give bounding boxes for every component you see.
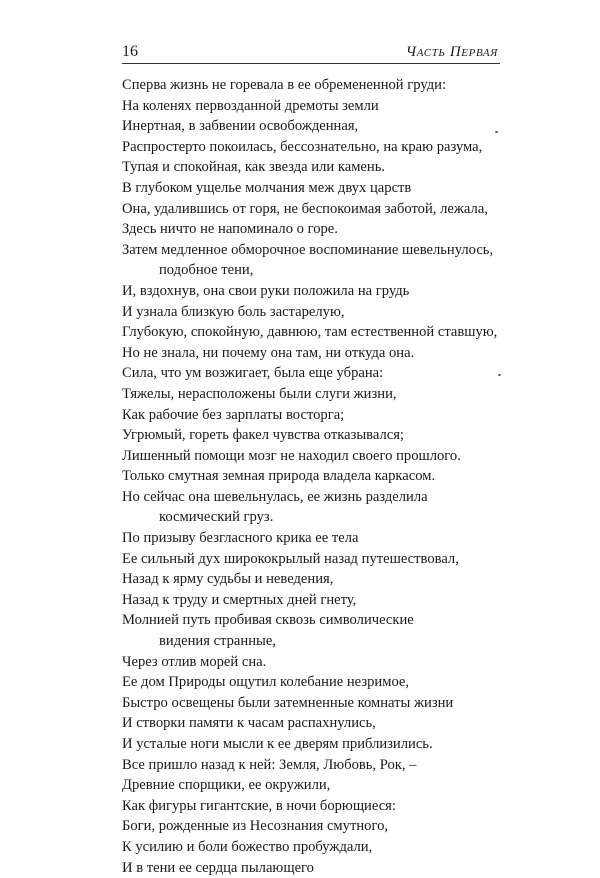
poem-line: Быстро освещены были затемненные комнаты жизни <box>122 694 454 711</box>
poem-line: Назад к ярму судьбы и неведения, <box>122 571 334 588</box>
poem-line: подобное тени, <box>159 262 254 279</box>
poem-line: По призыву безгласного крика ее тела <box>122 530 359 547</box>
poem-line: видения странные, <box>159 633 276 650</box>
poem-line: Она, удалившись от горя, не беспокоимая заботой, лежала, <box>122 200 488 217</box>
poem-line: Распростерто покоилась, бессознательно, на краю разума, <box>122 138 483 155</box>
poem-line: Здесь ничто не напоминало о горе. <box>122 221 338 238</box>
poem-line: Тяжелы, нерасположены были слуги жизни, <box>122 385 397 402</box>
poem-line: Но не знала, ни почему она там, ни откуда она. <box>122 344 415 361</box>
poem-line: Как фигуры гигантские, в ночи борющиеся: <box>122 797 396 814</box>
header-rule <box>122 63 500 64</box>
poem-line: К усилию и боли божество пробуждали, <box>122 838 373 855</box>
poem-text <box>122 75 502 878</box>
poem-line: Затем медленное обморочное воспоминание шевельнулось, <box>122 241 494 258</box>
page-number: 16 <box>122 43 138 60</box>
poem-line: Угрюмый, гореть факел чувства отказывался; <box>122 427 404 444</box>
poem-line: И в тени ее сердца пылающего <box>122 859 314 876</box>
page-header <box>122 40 500 64</box>
poem-line: Боги, рожденные из Несознания смутного, <box>122 818 389 835</box>
poem-line: Как рабочие без зарплаты восторга; <box>122 406 345 423</box>
poem-line: Назад к труду и смертных дней гнету, <box>122 591 357 608</box>
poem-line: И узнала близкую боль застарелую, <box>122 303 345 320</box>
poem-line: космический груз. <box>159 509 274 526</box>
poem-line: Ее дом Природы ощутил колебание незримое, <box>122 674 410 691</box>
poem-line: Молнией путь пробивая сквозь символические <box>122 612 414 629</box>
print-speck <box>498 374 501 376</box>
poem-line: На коленях первозданной дремоты земли <box>122 97 379 114</box>
poem-line: Глубокую, спокойную, давнюю, там естественной ставшую, <box>122 324 498 341</box>
poem-line: Тупая и спокойная, как звезда или камень. <box>122 159 386 176</box>
poem-line: Инертная, в забвении освобожденная, <box>122 118 359 135</box>
poem-line: И створки памяти к часам распахнулись, <box>122 715 376 732</box>
poem-line: Ее сильный дух ширококрылый назад путешествовал, <box>122 550 459 567</box>
running-title: Часть Первая <box>405 44 498 60</box>
print-speck <box>495 131 498 133</box>
poem-line: Через отлив морей сна. <box>122 653 267 670</box>
poem-line: И усталые ноги мысли к ее дверям приблизились. <box>122 736 433 752</box>
poem-line: Все пришло назад к ней: Земля, Любовь, Рок, – <box>122 756 417 773</box>
poem-line: Сперва жизнь не горевала в ее обремененной груди: <box>122 77 447 93</box>
poem-line: Древние спорщики, ее окружили, <box>122 777 331 794</box>
poem-line: И, вздохнув, она свои руки положила на грудь <box>122 282 410 299</box>
poem-line: Сила, что ум возжигает, была еще убрана: <box>122 365 384 382</box>
poem-line: В глубоком ущелье молчания меж двух царств <box>122 179 412 196</box>
poem-line: Только смутная земная природа владела каркасом. <box>122 468 436 485</box>
poem-line: Лишенный помощи мозг не находил своего прошлого. <box>122 447 461 464</box>
poem-line: Но сейчас она шевельнулась, ее жизнь разделила <box>122 488 428 505</box>
